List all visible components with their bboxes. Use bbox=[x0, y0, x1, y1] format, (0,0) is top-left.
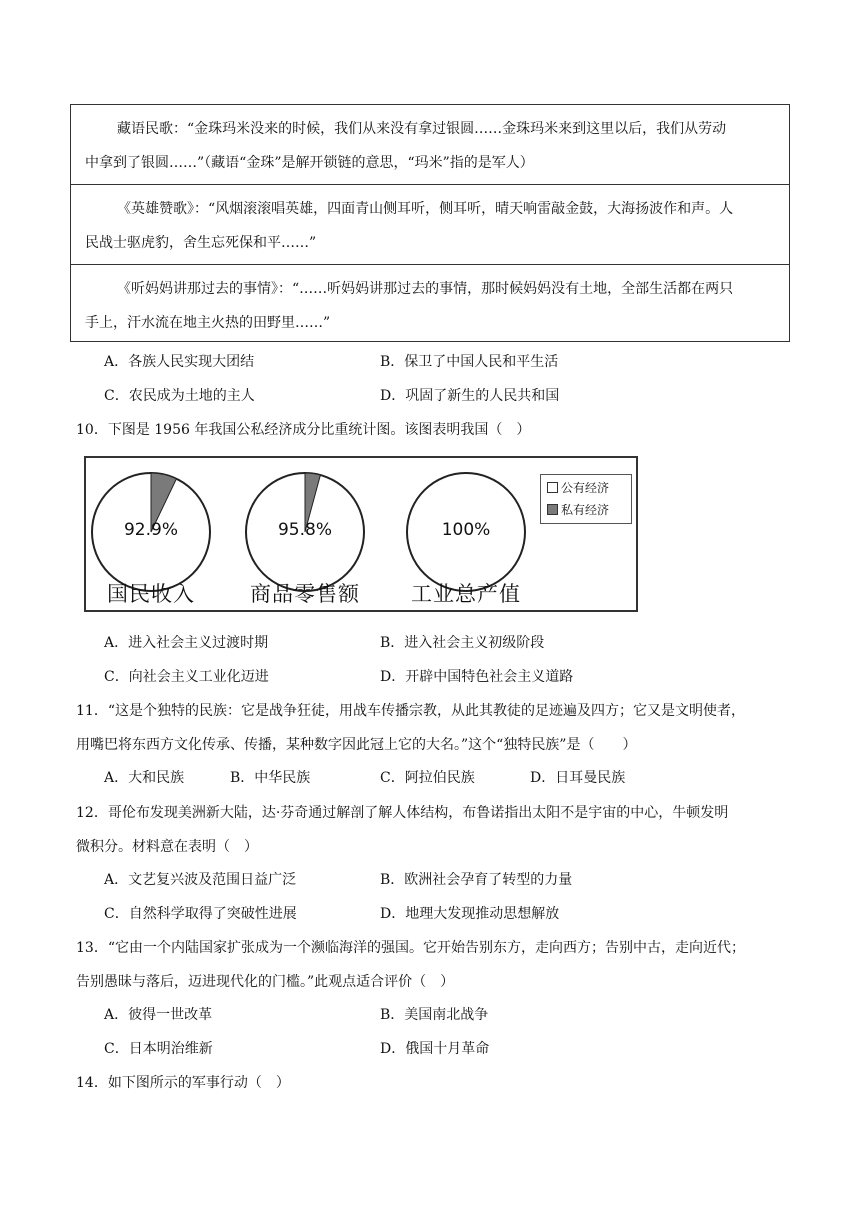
q14-stem: 14．如下图所示的军事行动（ ） bbox=[76, 1075, 290, 1091]
q12-option-d[interactable]: D．地理大发现推动思想解放 bbox=[380, 906, 560, 922]
q12-option-b[interactable]: B．欧洲社会孕育了转型的力量 bbox=[380, 872, 573, 888]
quote-text: 《听妈妈讲那过去的事情》：“……听妈妈讲那过去的事情，那时候妈妈没有土地，全部生活都在两只 bbox=[117, 281, 734, 297]
chart-legend bbox=[540, 474, 632, 524]
legend-item-private bbox=[547, 501, 609, 519]
pie-national-income-value-label: 92.9% bbox=[123, 520, 178, 540]
q13-option-d[interactable]: D．俄国十月革命 bbox=[380, 1041, 490, 1057]
q9-option-d[interactable]: D．巩固了新生的人民共和国 bbox=[380, 388, 560, 404]
q12-option-c[interactable]: C．自然科学取得了突破性进展 bbox=[104, 906, 297, 922]
q11-option-a[interactable]: A．大和民族 bbox=[104, 770, 185, 786]
q12-option-a[interactable]: A．文艺复兴波及范围日益广泛 bbox=[104, 872, 297, 888]
pie-national-income-caption: 国民收入 bbox=[107, 582, 195, 606]
q12-stem-line2: 微积分。材料意在表明（ ） bbox=[76, 839, 258, 855]
q11-stem bbox=[76, 694, 796, 762]
legend-label-private: 私有经济 bbox=[561, 503, 610, 517]
q13-option-c[interactable]: C．日本明治维新 bbox=[104, 1041, 213, 1057]
q12-stem bbox=[76, 796, 796, 864]
legend-swatch-private bbox=[547, 504, 558, 515]
quote-text: 手上，汗水流在地主火热的田野里……” bbox=[85, 315, 331, 331]
q13-stem bbox=[76, 931, 796, 999]
legend-label-public: 公有经济 bbox=[561, 481, 610, 495]
q9-option-b[interactable]: B．保卫了中国人民和平生活 bbox=[380, 354, 559, 370]
q13-option-a[interactable]: A．彼得一世改革 bbox=[104, 1007, 213, 1023]
q12-stem-line1: 12．哥伦布发现美洲新大陆，达·芬奇通过解剖了解人体结构，布鲁诺指出太阳不是宇宙的中心，牛顿发明 bbox=[76, 805, 729, 821]
pie-retail-sales-caption: 商品零售额 bbox=[250, 582, 360, 606]
pie-retail-sales-value-label: 95.8% bbox=[277, 520, 332, 540]
q11-option-b[interactable]: B．中华民族 bbox=[230, 770, 311, 786]
q9-option-c[interactable]: C．农民成为土地的主人 bbox=[104, 388, 255, 404]
q11-stem-line1: 11．“这是个独特的民族：它是战争狂徒，用战车传播宗教，从此其教徒的足迹遍及四方；它又是文明使者， bbox=[76, 703, 745, 719]
q10-stem: 10．下图是 1956 年我国公私经济成分比重统计图。该图表明我国（ ） bbox=[76, 422, 531, 438]
q10-option-b[interactable]: B．进入社会主义初级阶段 bbox=[380, 635, 545, 651]
quote-text: 藏语民歌：“金珠玛米没来的时候，我们从来没有拿过银圆……金珠玛米来到这里以后，我们从劳动 bbox=[117, 121, 727, 137]
quote-text: 《英雄赞歌》：“风烟滚滚唱英雄，四面青山侧耳听，侧耳听，晴天响雷敲金鼓，大海扬波作和声。人 bbox=[117, 201, 734, 217]
q13-stem-line2: 告别愚昧与落后，迈进现代化的门槛。”此观点适合评价（ ） bbox=[76, 974, 455, 990]
q11-option-d[interactable]: D．日耳曼民族 bbox=[530, 770, 626, 786]
pie-industrial-output-value-label: 100% bbox=[441, 520, 491, 540]
q13-stem-line1: 13．“它由一个内陆国家扩张成为一个濒临海洋的强国。它开始告别东方，走向西方；告别中古，走向近代； bbox=[76, 940, 745, 956]
legend-item-public bbox=[547, 479, 609, 497]
q10-option-a[interactable]: A．进入社会主义过渡时期 bbox=[104, 635, 269, 651]
q10-option-d[interactable]: D．开辟中国特色社会主义道路 bbox=[380, 669, 574, 685]
quote-text: 民战士驱虎豹，舍生忘死保和平……” bbox=[85, 235, 317, 251]
q10-option-c[interactable]: C．向社会主义工业化迈进 bbox=[104, 669, 269, 685]
pie-industrial-output-caption: 工业总产值 bbox=[411, 582, 521, 606]
q9-option-a[interactable]: A．各族人民实现大团结 bbox=[104, 354, 255, 370]
legend-swatch-public bbox=[547, 482, 558, 493]
q13-option-b[interactable]: B．美国南北战争 bbox=[380, 1007, 489, 1023]
q11-option-c[interactable]: C．阿拉伯民族 bbox=[380, 770, 475, 786]
quote-text: 中拿到了银圆……”（藏语“金珠”是解开锁链的意思，“玛米”指的是军人） bbox=[85, 155, 534, 171]
q11-stem-line2: 用嘴巴将东西方文化传承、传播，某种数字因此冠上它的大名。”这个“独特民族”是（ ） bbox=[76, 737, 637, 753]
